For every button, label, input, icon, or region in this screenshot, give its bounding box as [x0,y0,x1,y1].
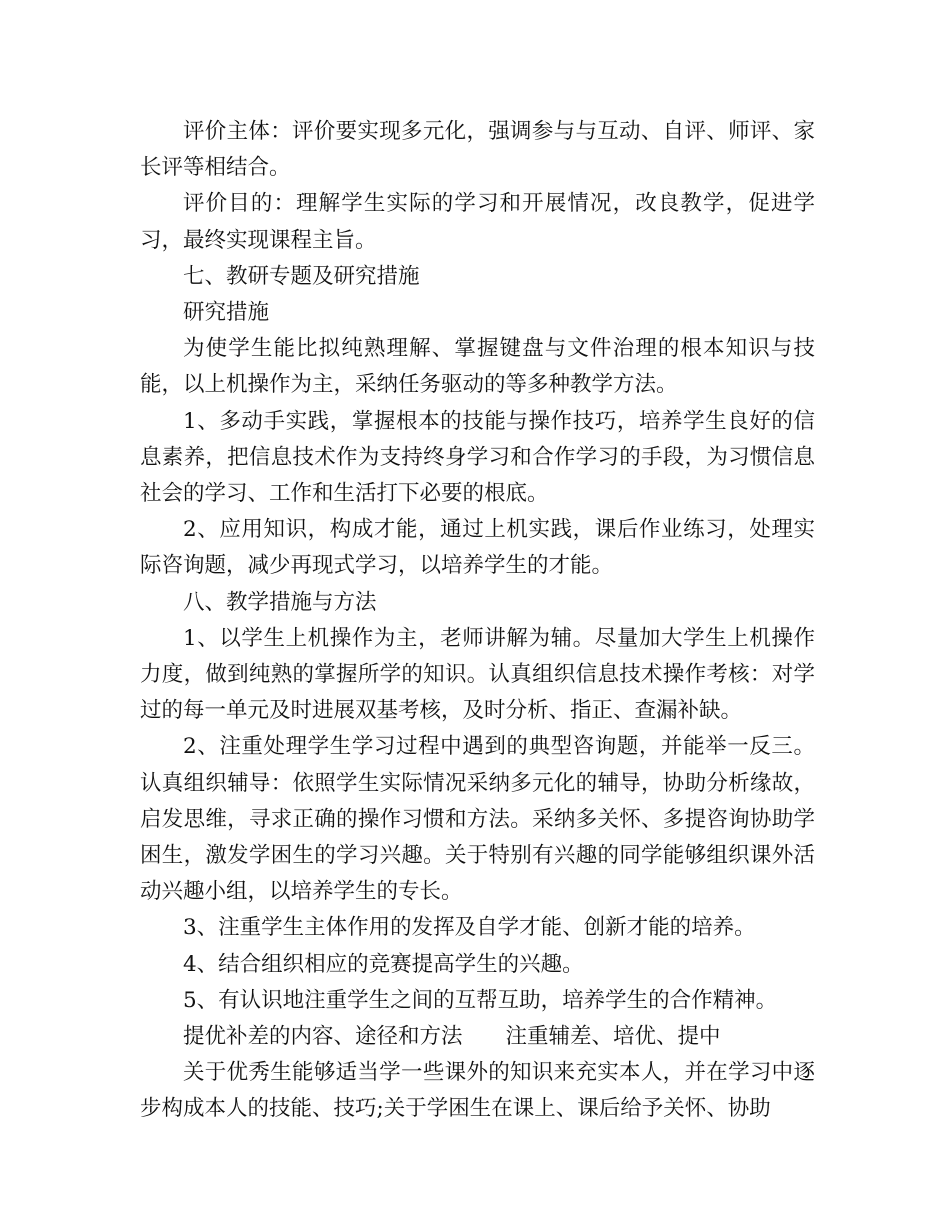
section-heading-tutoring: 提优补差的内容、途径和方法 注重辅差、培优、提中 [183,1024,721,1050]
paragraph-method-item-1: 1、以学生上机操作为主，老师讲解为辅。尽量加大学生上机操作力度，做到纯熟的掌握所学的知识。认真组织信息技术操作考核：对学过的每一单元及时进展双基考核，及时分析、指正、查漏补缺。 [140,625,815,724]
paragraph-method-item-5: 5、有认识地注重学生之间的互帮互助，培养学生的合作精神。 [183,987,778,1013]
paragraph-method-item-2: 2、注重处理学生学习过程中遇到的典型咨询题，并能举一反三。认真组织辅导：依照学生实际情况采纳多元化的辅导，协助分析缘故，启发思维，寻求正确的操作习惯和方法。采纳多关怀、多提咨询协助学困生，激发学困生的学习兴趣。关于特别有兴趣的同学能够组织课外活动兴趣小组，以培养学生的专长。 [140,734,815,905]
paragraph-evaluation-purpose: 评价目的：理解学生实际的学习和开展情况，改良教学，促进学习，最终实现课程主旨。 [140,191,815,253]
paragraph-research-item-2: 2、应用知识，构成才能，通过上机实践，课后作业练习，处理实际咨询题，减少再现式学习，以培养学生的才能。 [140,517,815,579]
section-heading-teaching-methods: 八、教学措施与方法 [183,589,377,615]
paragraph-research-item-1: 1、多动手实践，掌握根本的技能与操作技巧，培养学生良好的信息素养，把信息技术作为支持终身学习和合作学习的手段，为习惯信息社会的学习、工作和生活打下必要的根底。 [140,408,815,507]
paragraph-evaluation-subject: 评价主体：评价要实现多元化，强调参与与互动、自评、师评、家长评等相结合。 [140,119,815,181]
paragraph-method-item-3: 3、注重学生主体作用的发挥及自学才能、创新才能的培养。 [183,915,756,941]
paragraph-research-intro: 为使学生能比拟纯熟理解、掌握键盘与文件治理的根本知识与技能，以上机操作为主，采纳任务驱动的等多种教学方法。 [140,336,815,398]
document-page [140,114,815,1128]
paragraph-method-item-4: 4、结合组织相应的竞赛提高学生的兴趣。 [183,951,584,977]
subheading-research-measures: 研究措施 [183,300,270,326]
section-heading-research: 七、教研专题及研究措施 [183,263,420,289]
paragraph-tutoring-content: 关于优秀生能够适当学一些课外的知识来充实本人，并在学习中逐步构成本人的技能、技巧;关于学困生在课上、课后给予关怀、协助 [140,1060,815,1122]
